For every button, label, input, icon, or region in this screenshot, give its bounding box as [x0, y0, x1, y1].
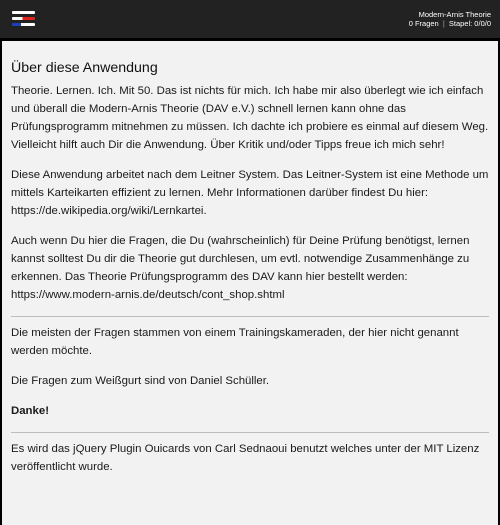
- divider: [11, 432, 489, 433]
- credits-whitebelt: Die Fragen zum Weißgurt sind von Daniel Schüller.: [11, 375, 270, 387]
- status-separator: |: [442, 19, 445, 28]
- menu-bar-top: [12, 11, 35, 14]
- question-count: 0 Fragen: [408, 19, 439, 28]
- top-navbar: [0, 0, 500, 38]
- leitner-text: Diese Anwendung arbeitet nach dem Leitner System. Das Leitner-System ist eine Methode um mittels Karteikarten effizient zu lernen. Mehr Informationen darüber findest Du hier:: [11, 169, 489, 199]
- license-text: Es wird das jQuery Plugin Ouicards von Carl Sednaoui benutzt welches unter der MIT Lizenz veröffentlicht wurde.: [11, 443, 480, 473]
- leitner-paragraph: [11, 166, 489, 220]
- about-panel: [2, 41, 498, 525]
- status-summary: [409, 10, 491, 28]
- exam-text: Auch wenn Du hier die Fragen, die Du (wahrscheinlich) für Deine Prüfung benötigst, lernen kannst solltest Du dir die Theorie gut durchlesen, um evtl. notwendige Zusammenhänge zu erkennen. Das Theorie Prüfungsprogramm des DAV kann hier bestellt werden:: [11, 235, 470, 283]
- thanks-text: Danke!: [11, 405, 49, 417]
- leitner-wiki-link[interactable]: https://de.wikipedia.org/wiki/Lernkartei.: [11, 205, 207, 217]
- menu-bar-middle: [12, 17, 35, 20]
- shop-link[interactable]: https://www.modern-arnis.de/deutsch/cont_shop.shtml: [11, 289, 285, 301]
- intro-paragraph: Theorie. Lernen. Ich. Mit 50. Das ist nichts für mich. Ich habe mir also überlegt wie ich einfach und überall die Modern-Arnis Theorie (DAV e.V.) schnell lernen kann ohne das Prüfungsprogramm mitnehmen zu müssen. Ich dachte ich probiere es einmal auf diesem Weg. Vielleicht hilft auch Dir die Anwendung. Über Kritik und/oder Tipps freue ich mich sehr!: [11, 85, 489, 151]
- menu-bar-bottom: [12, 23, 35, 26]
- app-title: Modern-Arnis Theorie: [418, 10, 491, 19]
- credits-questions: Die meisten der Fragen stammen von einem Trainingskameraden, der hier nicht genannt werden möchte.: [11, 327, 459, 357]
- stack-count: Stapel: 0/0/0: [448, 19, 491, 28]
- progress-status: [409, 19, 491, 28]
- page-title: Über diese Anwendung: [11, 60, 158, 76]
- divider: [11, 316, 489, 317]
- exam-paragraph: [11, 232, 489, 304]
- hamburger-icon[interactable]: [12, 11, 35, 27]
